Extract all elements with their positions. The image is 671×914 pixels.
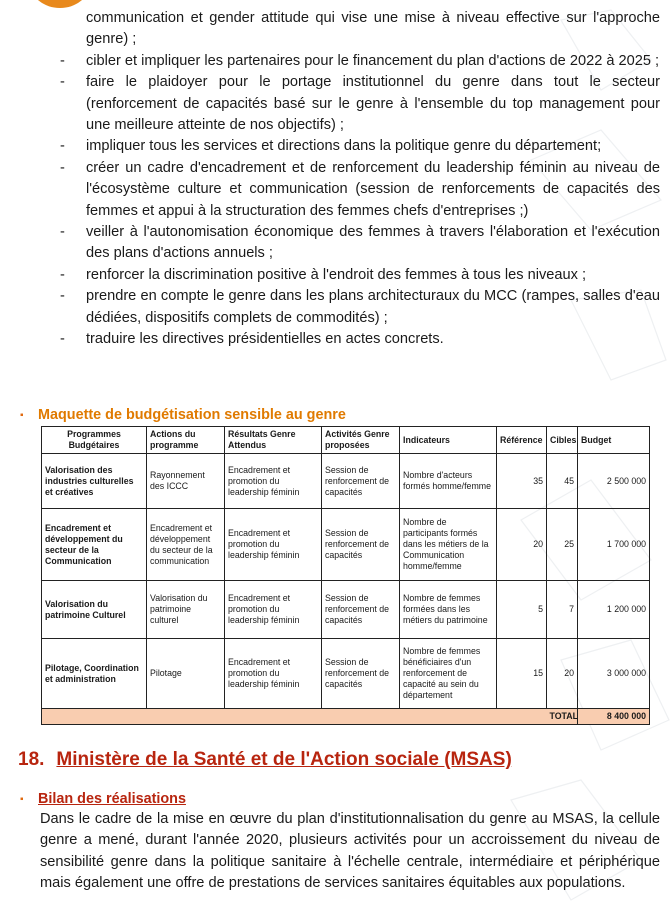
cell-resultat: Encadrement et promotion du leadership féminin bbox=[225, 581, 322, 639]
cell-action: Valorisation du patrimoine culturel bbox=[147, 581, 225, 639]
list-item-text: cibler et impliquer les partenaires pour le financement du plan d'actions de 2022 à 2025 ; bbox=[86, 52, 660, 69]
list-item bbox=[60, 158, 660, 222]
cell-reference: 35 bbox=[497, 454, 547, 509]
header-resultats: Résultats Genre Attendus bbox=[225, 427, 322, 454]
list-item-text: faire le plaidoyer pour le portage institutionnel du genre dans tout le secteur (renforcement de capacités basé sur le genre à l'ensemble du top management pour une meilleure atteinte de nos objectifs) ; bbox=[86, 74, 660, 134]
maquette-title: Maquette de budgétisation sensible au genre bbox=[38, 407, 346, 423]
cell-activite: Session de renforcement de capacités bbox=[322, 454, 400, 509]
cell-cible: 7 bbox=[547, 581, 578, 639]
dash-marker: - bbox=[60, 288, 65, 305]
list-item bbox=[60, 286, 660, 329]
table-row bbox=[42, 454, 650, 509]
cell-resultat: Encadrement et promotion du leadership féminin bbox=[225, 509, 322, 581]
table-row bbox=[42, 509, 650, 581]
header-programmes: Programmes Budgétaires bbox=[42, 427, 147, 454]
orange-decoration bbox=[30, 0, 90, 8]
list-item-text: impliquer tous les services et directions dans la politique genre du département; bbox=[86, 138, 602, 155]
list-item bbox=[60, 265, 660, 286]
dash-marker: - bbox=[60, 74, 65, 91]
dash-marker: - bbox=[60, 138, 65, 155]
ministry-name: Ministère de la Santé et de l'Action sociale (MSAS) bbox=[56, 749, 512, 770]
dash-marker: - bbox=[60, 331, 65, 348]
bilan-paragraph: Dans le cadre de la mise en œuvre du plan d'institutionnalisation du genre au MSAS, la cellule genre a mené, durant l'année 2020, plusieurs activités pour un accroissement du niveau de sensibilité genre dans la politique sanitaire à l'échelle centrale, intermédiaire et périphérique mais également une offre de prestations de services sanitaires équitables aux populations. bbox=[40, 811, 660, 892]
header-cibles: Cibles bbox=[547, 427, 578, 454]
list-item bbox=[60, 8, 660, 51]
list-item-text: prendre en compte le genre dans les plans architecturaux du MCC (rampes, salles d'eau dédiées, dispositifs complets de commodités) ; bbox=[86, 288, 660, 326]
bullet-list bbox=[60, 8, 660, 351]
total-label: TOTAL bbox=[547, 709, 578, 725]
cell-cible: 45 bbox=[547, 454, 578, 509]
table-row bbox=[42, 639, 650, 709]
list-item bbox=[60, 72, 660, 136]
header-actions: Actions du programme bbox=[147, 427, 225, 454]
cell-activite: Session de renforcement de capacités bbox=[322, 639, 400, 709]
cell-indicateur: Nombre de femmes bénéficiaires d'un renforcement de capacité au sein du département bbox=[400, 639, 497, 709]
total-value: 8 400 000 bbox=[578, 709, 650, 725]
cell-reference: 15 bbox=[497, 639, 547, 709]
cell-activite: Session de renforcement de capacités bbox=[322, 509, 400, 581]
list-item-text: veiller à l'autonomisation économique des femmes à travers l'élaboration et l'exécution des plans d'actions annuels ; bbox=[86, 224, 660, 262]
header-reference: Référence bbox=[497, 427, 547, 454]
cell-programme: Valorisation des industries culturelles et créatives bbox=[42, 454, 147, 509]
section-number: 18. bbox=[18, 749, 45, 770]
header-budget: Budget bbox=[578, 427, 650, 454]
cell-resultat: Encadrement et promotion du leadership féminin bbox=[225, 639, 322, 709]
cell-programme: Valorisation du patrimoine Culturel bbox=[42, 581, 147, 639]
cell-action: Encadrement et développement du secteur de la communication bbox=[147, 509, 225, 581]
table-header-row bbox=[42, 427, 650, 454]
header-indicateurs: Indicateurs bbox=[400, 427, 497, 454]
cell-budget: 1 700 000 bbox=[578, 509, 650, 581]
cell-indicateur: Nombre de participants formés dans les métiers de la Communication homme/femme bbox=[400, 509, 497, 581]
dash-marker: - bbox=[60, 224, 65, 241]
list-item-text: créer un cadre d'encadrement et de renforcement du leadership féminin au niveau de l'écosystème culture et communication (session de renforcements de capacités des femmes et appui à la structuration des femmes chefs d'entreprises ;) bbox=[86, 159, 660, 219]
cell-budget: 2 500 000 bbox=[578, 454, 650, 509]
list-item-text: communication et gender attitude qui vise une mise à niveau effective sur l'approche genre) ; bbox=[86, 10, 660, 48]
ministry-heading bbox=[18, 749, 512, 771]
list-item bbox=[60, 329, 660, 350]
list-item bbox=[60, 51, 660, 72]
cell-resultat: Encadrement et promotion du leadership féminin bbox=[225, 454, 322, 509]
dash-marker: - bbox=[60, 159, 65, 176]
section-bullet-icon: ▪ bbox=[20, 410, 24, 421]
cell-programme: Encadrement et développement du secteur de la Communication bbox=[42, 509, 147, 581]
cell-action: Pilotage bbox=[147, 639, 225, 709]
list-item bbox=[60, 136, 660, 157]
cell-reference: 20 bbox=[497, 509, 547, 581]
dash-marker: - bbox=[60, 266, 65, 283]
cell-indicateur: Nombre de femmes formées dans les métiers du patrimoine bbox=[400, 581, 497, 639]
cell-budget: 3 000 000 bbox=[578, 639, 650, 709]
cell-action: Rayonnement des ICCC bbox=[147, 454, 225, 509]
header-activites: Activités Genre proposées bbox=[322, 427, 400, 454]
cell-cible: 20 bbox=[547, 639, 578, 709]
cell-activite: Session de renforcement de capacités bbox=[322, 581, 400, 639]
list-item bbox=[60, 222, 660, 265]
cell-budget: 1 200 000 bbox=[578, 581, 650, 639]
section-bullet-icon: ▪ bbox=[20, 794, 24, 805]
total-spacer bbox=[42, 709, 547, 725]
cell-reference: 5 bbox=[497, 581, 547, 639]
cell-indicateur: Nombre d'acteurs formés homme/femme bbox=[400, 454, 497, 509]
list-item-text: traduire les directives présidentielles en actes concrets. bbox=[86, 331, 444, 348]
total-row bbox=[42, 709, 650, 725]
list-item-text: renforcer la discrimination positive à l'endroit des femmes à tous les niveaux ; bbox=[86, 266, 587, 283]
cell-programme: Pilotage, Coordination et administration bbox=[42, 639, 147, 709]
cell-cible: 25 bbox=[547, 509, 578, 581]
dash-marker: - bbox=[60, 52, 65, 69]
budget-table bbox=[41, 426, 650, 725]
table-row bbox=[42, 581, 650, 639]
bilan-title: Bilan des réalisations bbox=[38, 791, 186, 807]
